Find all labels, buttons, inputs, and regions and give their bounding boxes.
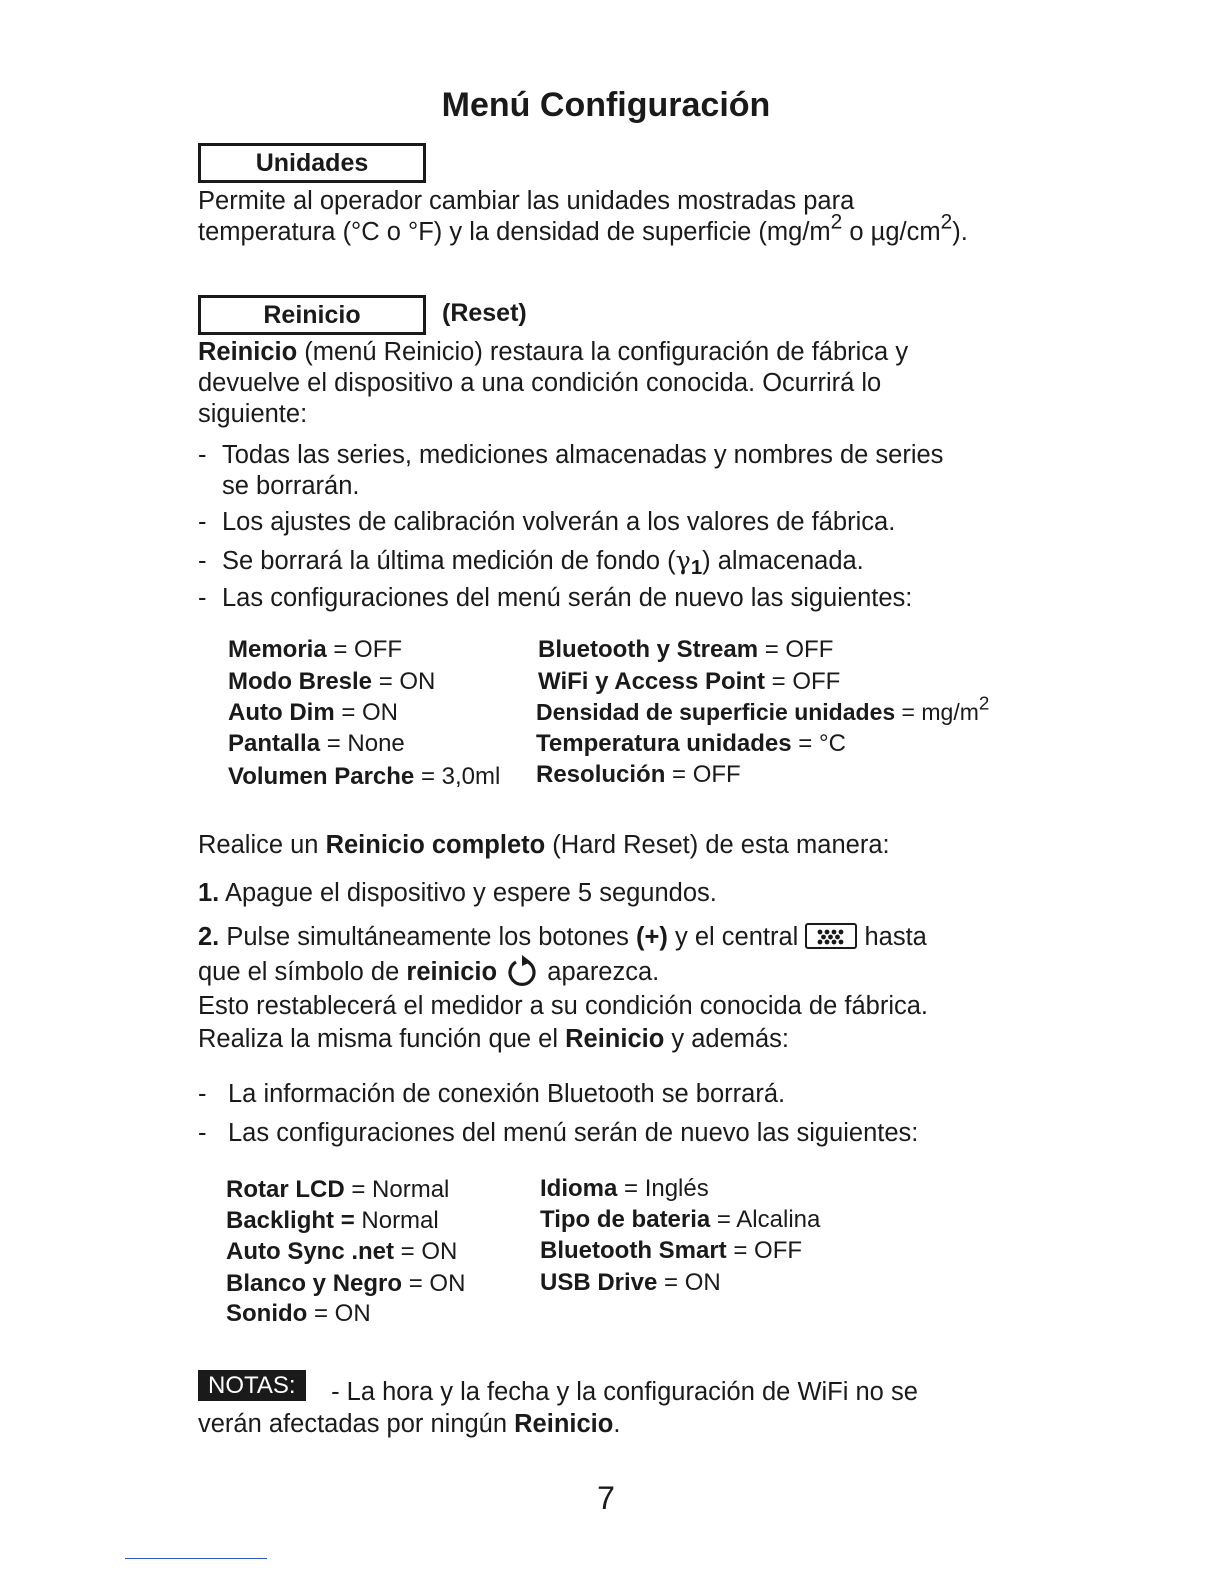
step-2-a: Pulse simultáneamente los botones xyxy=(219,923,637,951)
setting-value: = None xyxy=(320,730,405,757)
reinicio-bullet-1-line2: se borrarán. xyxy=(222,472,360,500)
reinicio-setting-right-0 xyxy=(538,634,833,665)
hard-reset-setting-right-3 xyxy=(540,1267,721,1298)
setting-key: Bluetooth y Stream xyxy=(538,636,759,663)
setting-key: Auto Dim xyxy=(228,699,335,726)
reinicio-bullet-3-b: ) almacenada. xyxy=(702,547,864,575)
gamma-symbol: γ xyxy=(675,546,691,576)
setting-key: Bluetooth Smart xyxy=(540,1237,727,1264)
hard-reset-setting-right-2 xyxy=(540,1235,802,1266)
setting-value: = ON xyxy=(334,699,399,726)
hard-reset-intro-bold: Reinicio completo xyxy=(325,831,546,859)
setting-value: = ON xyxy=(372,668,436,695)
notes-line2-a: verán afectadas por ningún xyxy=(198,1410,515,1438)
hard-reset-step-2 xyxy=(198,921,928,1056)
reinicio-setting-left-2 xyxy=(228,697,398,728)
step-2-b: y el central xyxy=(667,923,806,951)
setting-value: = ON xyxy=(657,1269,721,1296)
setting-key: Modo Bresle xyxy=(228,668,373,695)
hard-reset-bullet-1: La información de conexión Bluetooth se borrará. xyxy=(228,1080,786,1108)
reinicio-bullet-2: Los ajustes de calibración volverán a los valores de fábrica. xyxy=(222,508,896,536)
setting-key: Volumen Parche xyxy=(228,763,415,790)
setting-key: Idioma xyxy=(540,1175,618,1202)
notes-text xyxy=(198,1376,918,1440)
setting-key: WiFi y Access Point xyxy=(538,668,765,695)
notes-badge: NOTAS: xyxy=(198,1370,306,1401)
reinicio-setting-left-0 xyxy=(228,634,402,665)
notes-line2-b: . xyxy=(613,1410,621,1438)
setting-value: = ON xyxy=(402,1270,466,1297)
section-label-reinicio-text: Reinicio xyxy=(263,301,361,329)
setting-key: Sonido xyxy=(226,1300,308,1327)
bullet-dash: - xyxy=(198,547,207,575)
step-2-line2-a: que el símbolo de xyxy=(198,958,407,986)
bullet-dash: - xyxy=(198,584,207,612)
hard-reset-setting-left-4 xyxy=(226,1298,371,1329)
reinicio-setting-left-3 xyxy=(228,728,405,759)
notes-line1: - La hora y la fecha y la configuración de WiFi no se xyxy=(324,1378,918,1406)
reinicio-intro-line3: siguiente: xyxy=(198,400,308,428)
setting-value: = °C xyxy=(791,730,846,757)
hard-reset-setting-left-1 xyxy=(226,1205,439,1236)
hard-reset-bullet-2: Las configuraciones del menú serán de nuevo las siguientes: xyxy=(228,1119,919,1147)
reinicio-setting-left-4 xyxy=(228,761,500,792)
hard-reset-setting-left-2 xyxy=(226,1236,457,1267)
hard-reset-line4-a: Realiza la misma función que el xyxy=(198,1025,566,1053)
hard-reset-intro xyxy=(198,830,890,861)
page-title: Menú Configuración xyxy=(441,86,771,124)
setting-value: = Alcalina xyxy=(710,1206,821,1233)
setting-value-sup: 2 xyxy=(978,692,990,714)
unidades-line2-c: ). xyxy=(952,218,968,246)
setting-value: = Inglés xyxy=(617,1175,709,1202)
reinicio-setting-right-2 xyxy=(536,692,990,728)
setting-value: Normal xyxy=(354,1207,439,1234)
reinicio-intro-bold: Reinicio xyxy=(198,338,298,366)
setting-value: = OFF xyxy=(758,636,834,663)
center-button-icon xyxy=(805,923,857,949)
page-number: 7 xyxy=(597,1480,615,1516)
step-2-line2-bold: reinicio xyxy=(406,958,498,986)
setting-value: = OFF xyxy=(326,636,403,663)
setting-key: Memoria xyxy=(228,636,327,663)
reinicio-bullet-3-a: Se borrará la última medición de fondo ( xyxy=(222,547,676,575)
reinicio-setting-left-1 xyxy=(228,666,435,697)
unidades-line2-b: o µg/cm xyxy=(842,218,941,246)
setting-key: Auto Sync .net xyxy=(226,1238,395,1265)
step-1-text: Apague el dispositivo y espere 5 segundos. xyxy=(219,879,717,907)
setting-key: Rotar LCD xyxy=(226,1176,345,1203)
reinicio-setting-right-1 xyxy=(538,666,840,697)
reinicio-setting-right-4 xyxy=(536,759,741,790)
hard-reset-setting-right-1 xyxy=(540,1204,820,1235)
setting-value: = OFF xyxy=(665,761,741,788)
step-2-c: hasta xyxy=(857,923,927,951)
step-2-number: 2. xyxy=(198,923,220,951)
notes-line2-bold: Reinicio xyxy=(514,1410,614,1438)
reinicio-bullet-4: Las configuraciones del menú serán de nuevo las siguientes: xyxy=(222,584,913,612)
setting-value: = ON xyxy=(394,1238,458,1265)
hard-reset-line3: Esto restablecerá el medidor a su condición conocida de fábrica. xyxy=(198,992,928,1020)
bullet-dash: - xyxy=(198,1119,207,1147)
setting-key: Pantalla xyxy=(228,730,321,757)
step-2-line2-space xyxy=(497,958,504,986)
reinicio-bullet-1 xyxy=(222,440,943,502)
hard-reset-intro-a: Realice un xyxy=(198,831,326,859)
setting-key: Blanco y Negro xyxy=(226,1270,403,1297)
hard-reset-setting-right-0 xyxy=(540,1173,709,1204)
hard-reset-line4-b: y además: xyxy=(664,1025,790,1053)
reinicio-bullet-1-line1: Todas las series, mediciones almacenadas y nombres de series xyxy=(222,441,944,469)
plus-button-ref: (+) xyxy=(636,923,668,951)
hard-reset-line4-bold: Reinicio xyxy=(565,1025,665,1053)
bullet-dash: - xyxy=(198,1080,207,1108)
hard-reset-setting-left-3 xyxy=(226,1268,465,1299)
reinicio-intro-line2: devuelve el dispositivo a una condición conocida. Ocurrirá lo xyxy=(198,369,882,397)
section-label-reinicio xyxy=(198,295,426,335)
reinicio-subtitle: (Reset) xyxy=(442,299,527,327)
setting-value: = OFF xyxy=(764,668,841,695)
section-label-unidades-text: Unidades xyxy=(255,149,369,177)
setting-key: Temperatura unidades xyxy=(536,730,792,757)
reinicio-intro-line1: (menú Reinicio) restaura la configuración de fábrica y xyxy=(297,338,909,366)
hard-reset-setting-left-0 xyxy=(226,1174,449,1205)
setting-key: Densidad de superficie unidades xyxy=(536,699,896,725)
hard-reset-intro-b: (Hard Reset) de esta manera: xyxy=(545,831,890,859)
hard-reset-step-1 xyxy=(198,878,717,909)
unidades-description xyxy=(198,186,968,248)
footer-rule xyxy=(125,1558,267,1559)
bullet-dash: - xyxy=(198,441,207,469)
setting-key: USB Drive xyxy=(540,1269,658,1296)
unidades-sup2: 2 xyxy=(940,210,953,234)
unidades-line1: Permite al operador cambiar las unidades mostradas para xyxy=(198,187,855,215)
reinicio-bullet-3 xyxy=(222,546,864,580)
step-2-line2-b: aparezca. xyxy=(540,958,660,986)
setting-value: = ON xyxy=(307,1300,371,1327)
gamma-subscript: 1 xyxy=(690,557,703,580)
setting-value: = 3,0ml xyxy=(414,763,501,790)
step-1-number: 1. xyxy=(198,879,220,907)
setting-value: = OFF xyxy=(726,1237,803,1264)
unidades-line2-a: temperatura (°C o °F) y la densidad de superficie (mg/m xyxy=(198,218,831,246)
setting-value: = mg/m xyxy=(895,699,979,725)
setting-value: = Normal xyxy=(344,1176,450,1203)
unidades-sup1: 2 xyxy=(830,210,843,234)
setting-key: Tipo de bateria xyxy=(540,1206,711,1233)
reinicio-intro xyxy=(198,337,908,430)
section-label-unidades xyxy=(198,143,426,183)
bullet-dash: - xyxy=(198,508,207,536)
setting-key: Backlight = xyxy=(226,1207,355,1234)
reset-icon xyxy=(504,954,540,990)
reinicio-setting-right-3 xyxy=(536,728,846,759)
setting-key: Resolución xyxy=(536,761,666,788)
